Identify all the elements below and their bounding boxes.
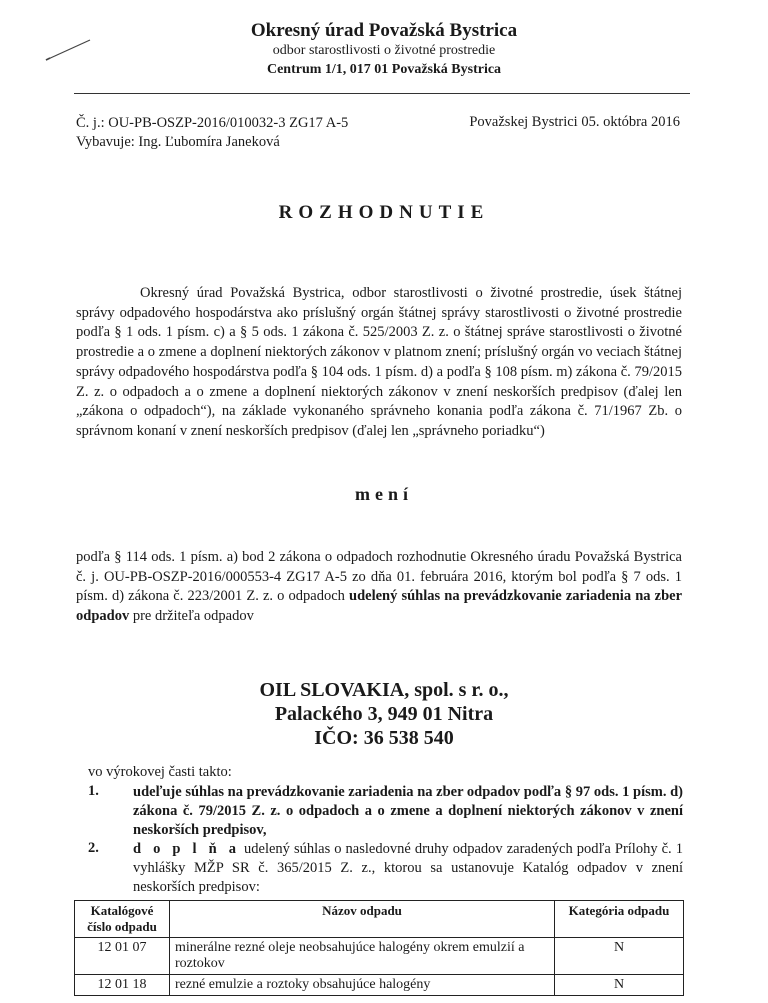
header-name: Názov odpadu — [170, 901, 555, 938]
change-bold-text: udelený súhlas na prevádzkovanie zariadenia na zber odpadov — [76, 588, 683, 625]
cell-code: 12 01 18 — [75, 975, 170, 996]
reference-block — [76, 114, 348, 152]
header-code: Katalógové číslo odpadu — [75, 901, 170, 938]
cell-category: N — [555, 938, 684, 975]
item-text — [133, 840, 683, 897]
verb-heading: mení — [355, 484, 413, 504]
change-tail-text: pre držiteľa odpadov — [129, 608, 254, 625]
decision-heading: ROZHODNUTIE — [278, 202, 490, 223]
table-header-row — [75, 901, 684, 938]
cell-category: N — [555, 975, 684, 996]
place-date: Považskej Bystrici 05. októbra 2016 — [469, 114, 680, 130]
item-body: udelený súhlas o nasledovné druhy odpadov zaradených podľa Prílohy č. 1 vyhlášky MŽP SR č. 365/2015 Z. z., ktorou sa ustanovuje Katalóg odpadov v znení neskorších predpisov: — [133, 841, 683, 895]
cell-code: 12 01 07 — [75, 938, 170, 975]
table-row — [75, 938, 684, 975]
intro-paragraph: Okresný úrad Považská Bystrica, odbor starostlivosti o životné prostredie, úsek štátnej správy odpadového hospodárstva ako príslušný orgán štátnej správy starostlivosti o životné prostredie podľa § 1 ods. 1 písm. c) a § 5 ods. 1 zákona č. 525/2003 Z. z. o štátnej správe starostlivosti o životné prostredie a o zmene a doplnení niektorých zákonov v platnom znení; príslušný orgán vo veciach štátnej správy odpadového hospodárstva podľa § 104 ods. 1 písm. d) a podľa § 108 písm. m) zákona č. 79/2015 Z. z. o odpadoch a o zmene a doplnení niektorých zákonov v znení neskorších predpisov (ďalej len „zákona o odpadoch“), na základe vykonaného správneho konania podľa zákona č. 71/1967 Zb. o správnom konaní v znení neskorších predpisov (ďalej len „správneho poriadku“) — [76, 285, 682, 439]
item-lead-word: d o p l ň a — [133, 841, 240, 857]
office-department: odbor starostlivosti o životné prostredie — [272, 43, 496, 58]
cell-name: minerálne rezné oleje neobsahujúce halogény okrem emulzií a roztokov — [170, 938, 555, 975]
handled-by: Vybavuje: Ing. Ľubomíra Janeková — [76, 134, 280, 150]
company-ico: IČO: 36 538 540 — [314, 727, 454, 749]
office-address: Centrum 1/1, 017 01 Považská Bystrica — [266, 62, 502, 77]
company-address: Palackého 3, 949 01 Nitra — [274, 703, 494, 725]
header-category: Kategória odpadu — [555, 901, 684, 938]
change-text: podľa § 114 ods. 1 písm. a) bod 2 zákona o odpadoch rozhodnutie Okresného úradu Považská Bystrica č. j. OU-PB-OSZP-2016/000553-4 ZG17 A-5 zo dňa 01. februára 2016, ktorým bol podľa § 7 ods. 1 písm. d) zákona č. 223/2001 Z. z. o odpadoch — [76, 549, 682, 605]
header-divider — [74, 93, 690, 94]
cell-name: rezné emulzie a roztoky obsahujúce halogény — [170, 975, 555, 996]
table-row — [75, 975, 684, 996]
waste-table — [74, 900, 684, 996]
company-name: OIL SLOVAKIA, spol. s r. o., — [259, 679, 509, 701]
office-title: Okresný úrad Považská Bystrica — [250, 20, 518, 41]
change-paragraph — [76, 548, 682, 627]
item-text: udeľuje súhlas na prevádzkovanie zariadenia na zber odpadov podľa § 97 ods. 1 písm. d) zákona č. 79/2015 Z. z. o odpadoch a o zmene a doplnení niektorých zákonov v znení neskorších predpisov, — [133, 784, 683, 838]
items-intro: vo výrokovej časti takto: — [88, 764, 232, 780]
item-number: 2. — [88, 840, 99, 856]
item-number: 1. — [88, 783, 99, 799]
reference-number: Č. j.: OU-PB-OSZP-2016/010032-3 ZG17 A-5 — [76, 115, 349, 131]
